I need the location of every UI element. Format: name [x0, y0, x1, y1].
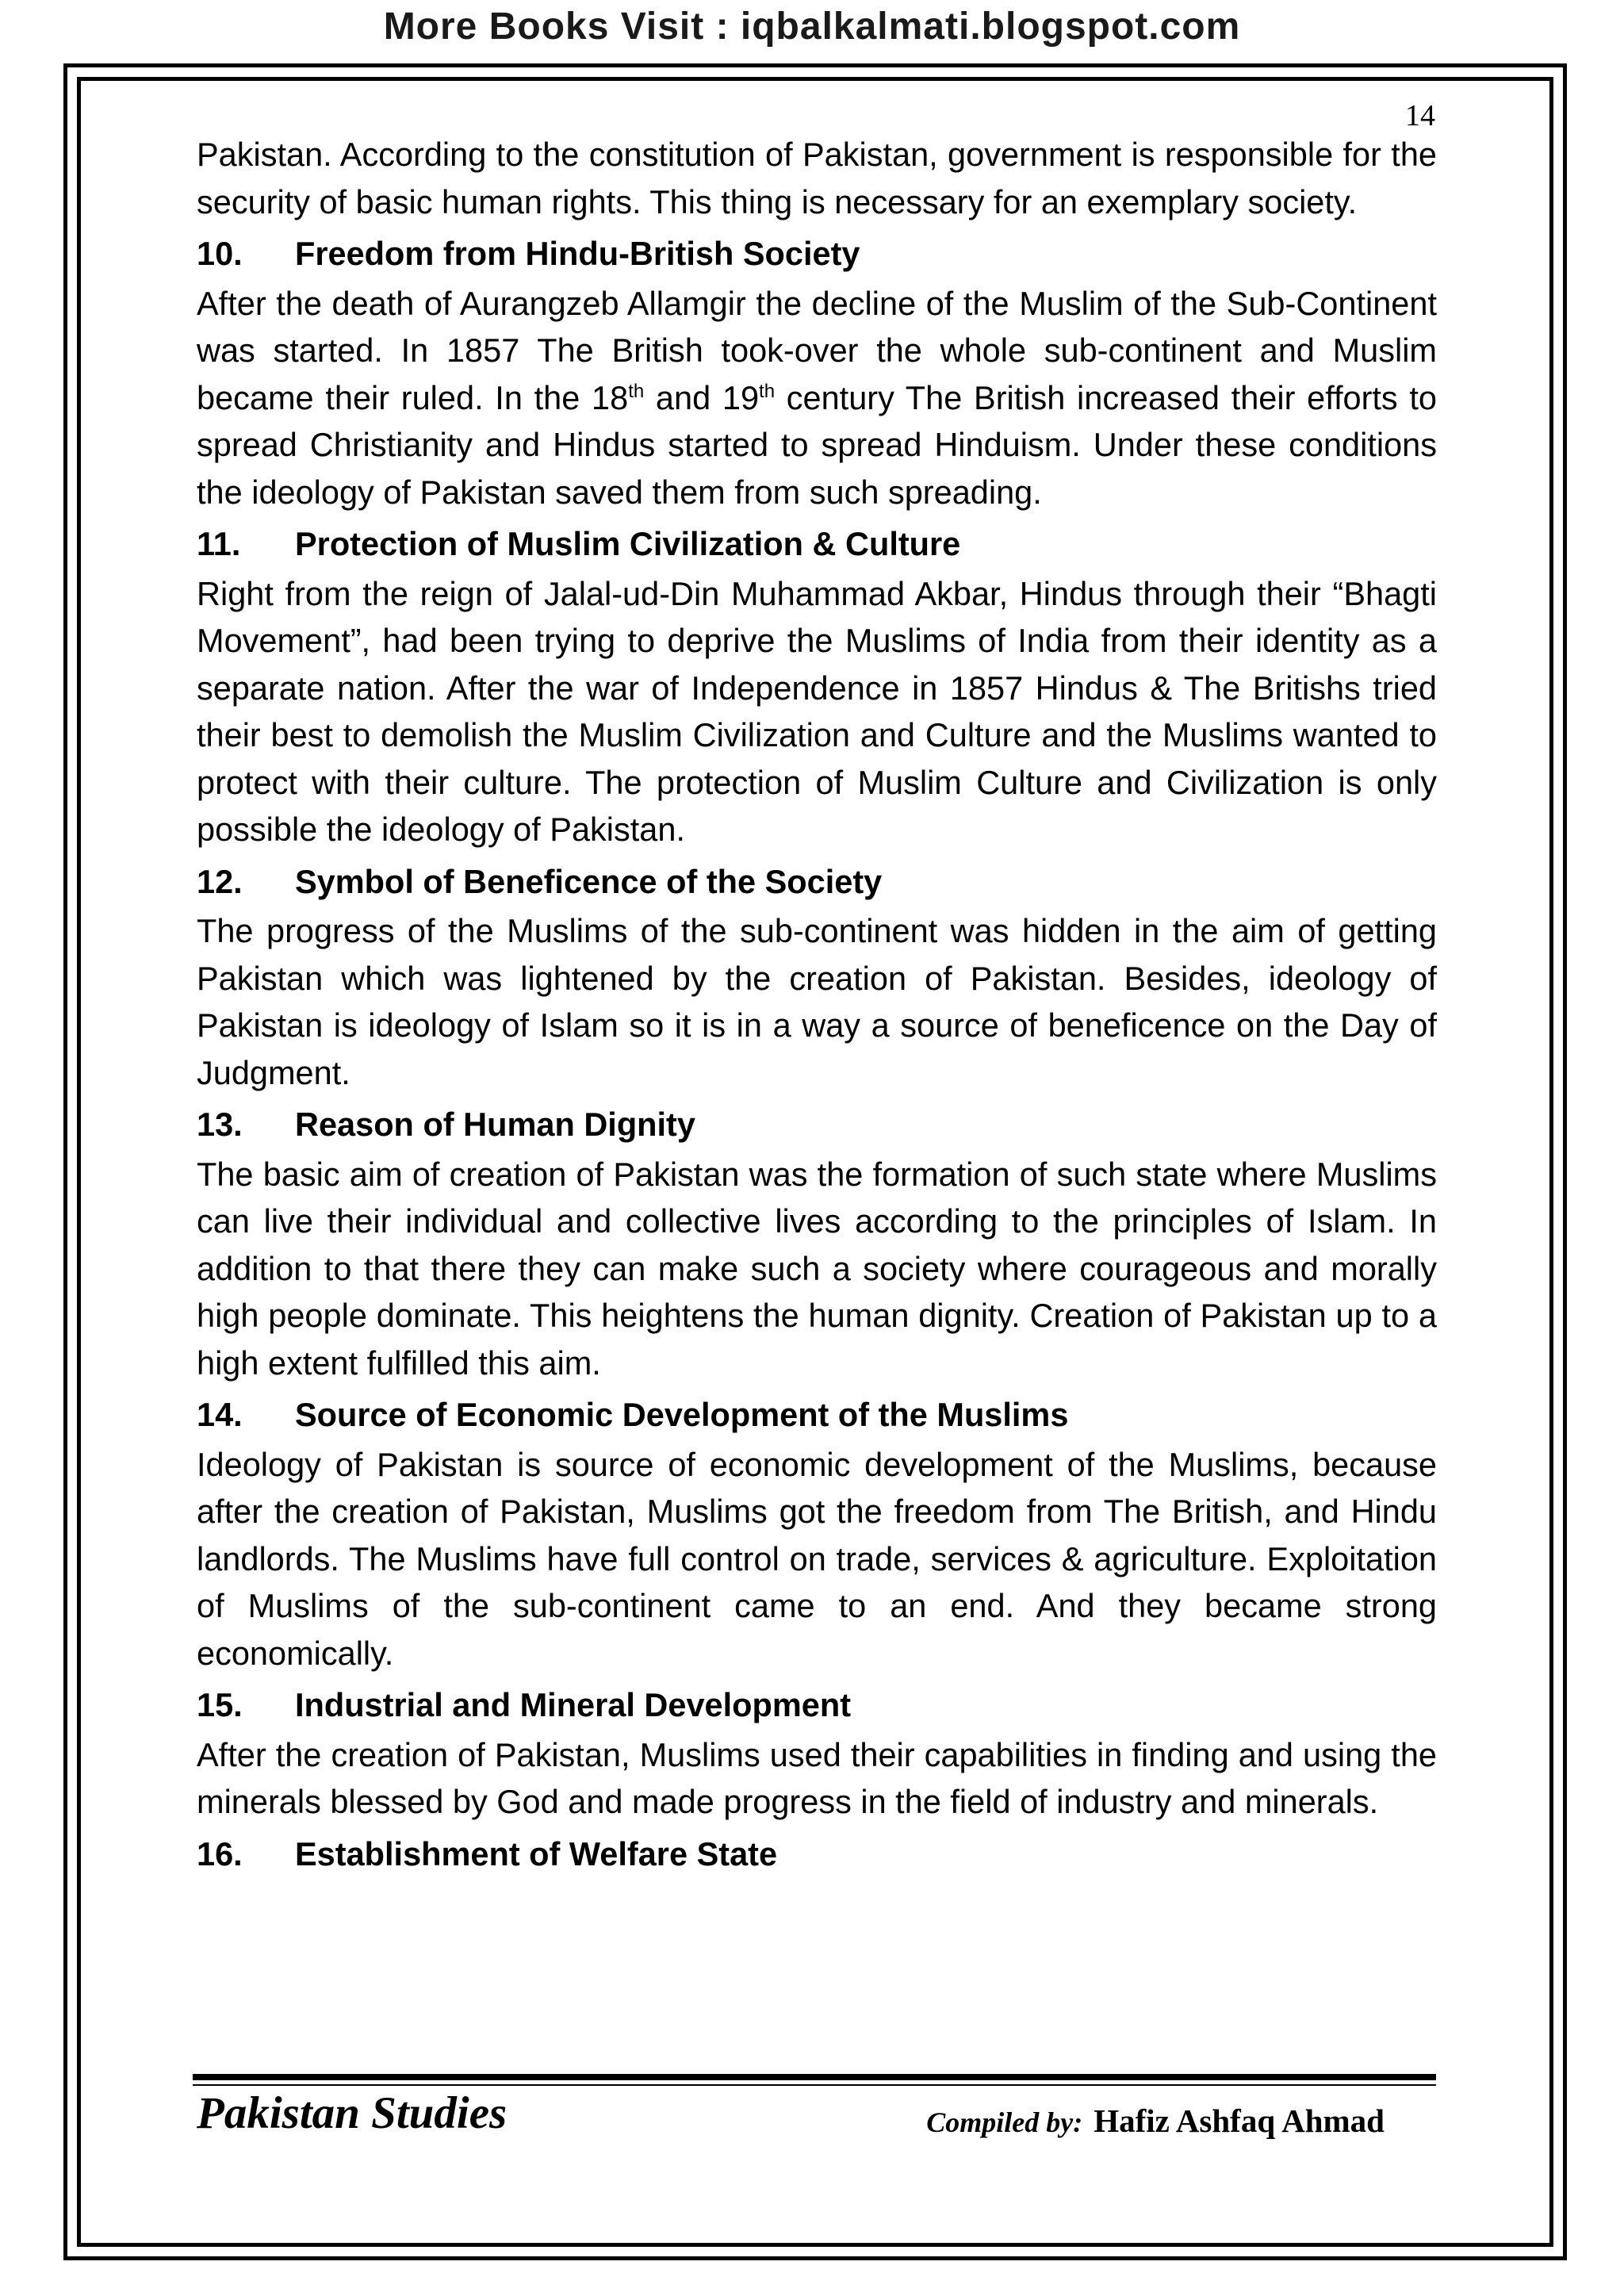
section-11-paragraph: Right from the reign of Jalal-ud-Din Muhammad Akbar, Hindus through their “Bhagti Movement”, had been trying to deprive the Muslims of India from their identity as a separate nation. After the war of Independence in 1857 Hindus & The Britishs tried their best to demolish the Muslim Civilization and Culture and the Muslims wanted to protect with their culture. The protection of Muslim Culture and Civilization is only possible the ideology of Pakistan. [197, 574, 1437, 848]
text-run: and 19 [644, 378, 760, 416]
section-heading-16 [197, 1830, 1437, 1878]
footer-book-title: Pakistan Studies [197, 2088, 508, 2138]
section-heading-13 [197, 1101, 1437, 1148]
section-title: Symbol of Beneficence of the Society [295, 862, 883, 900]
text-run: After the death of Aurangzeb Allamgir the decline of the Muslim of the Sub-Continent was started. In 1857 The British took-over the whole sub-continent and Muslim became their ruled. In the 18 [197, 284, 1437, 416]
section-13-paragraph: The basic aim of creation of Pakistan was the formation of such state where Muslims can live their individual and collective lives according to the principles of Islam. In addition to that there they can make such a society where courageous and morally high people dominate. This heightens the human dignity. Creation of Pakistan up to a high extent fulfilled this aim. [197, 1155, 1437, 1382]
superscript: th [759, 380, 776, 402]
section-15-paragraph: After the creation of Pakistan, Muslims used their capabilities in finding and using the minerals blessed by God and made progress in the field of industry and minerals. [197, 1735, 1437, 1820]
page-content [197, 131, 1437, 1880]
section-10-paragraph [197, 280, 1437, 516]
top-banner: More Books Visit : iqbalkalmati.blogspot.com [383, 6, 1241, 48]
section-heading-14 [197, 1391, 1437, 1439]
section-number: 14. [197, 1396, 243, 1433]
superscript: th [628, 380, 645, 402]
section-number: 13. [197, 1106, 243, 1143]
section-number: 11. [197, 525, 241, 562]
author-name: Hafiz Ashfaq Ahmad [1094, 2102, 1385, 2139]
section-heading-15 [197, 1681, 1437, 1729]
section-title: Reason of Human Dignity [295, 1106, 695, 1143]
compiled-by-label: Compiled by: [926, 2106, 1083, 2138]
intro-paragraph: Pakistan. According to the constitution of Pakistan, government is responsible for the security of basic human rights. This thing is necessary for an exemplary society. [197, 136, 1437, 220]
section-title: Industrial and Mineral Development [295, 1686, 852, 1723]
section-title: Freedom from Hindu-British Society [295, 235, 860, 272]
section-title: Source of Economic Development of the Muslims [295, 1396, 1069, 1433]
section-heading-10 [197, 230, 1437, 278]
section-number: 12. [197, 862, 243, 900]
section-heading-11 [197, 520, 1437, 568]
section-title: Establishment of Welfare State [295, 1834, 778, 1872]
section-title: Protection of Muslim Civilization & Culture [295, 525, 961, 562]
footer-rule [193, 2074, 1436, 2080]
section-12-paragraph: The progress of the Muslims of the sub-continent was hidden in the aim of getting Pakistan which was lightened by the creation of Pakistan. Besides, ideology of Pakistan is ideology of Islam so it is in a way a source of beneficence on the Day of Judgment. [197, 912, 1437, 1091]
section-number: 15. [197, 1686, 243, 1723]
section-number: 10. [197, 235, 243, 272]
page-number: 14 [1405, 99, 1435, 132]
section-heading-12 [197, 858, 1437, 906]
section-14-paragraph: Ideology of Pakistan is source of economic development of the Muslims, because after the creation of Pakistan, Muslims got the freedom from The British, and Hindu landlords. The Muslims have full control on trade, services & agriculture. Exploitation of Muslims of the sub-continent came to an end. And they became strong economically. [197, 1445, 1437, 1672]
footer-credit [926, 2102, 1385, 2140]
footer-rule-thin [193, 2084, 1436, 2086]
section-number: 16. [197, 1834, 243, 1872]
text-run: century The British increased their efforts to spread Christianity and Hindus started to spread Hinduism. Under these conditions the ideology of Pakistan saved them from such spreading. [197, 378, 1438, 511]
